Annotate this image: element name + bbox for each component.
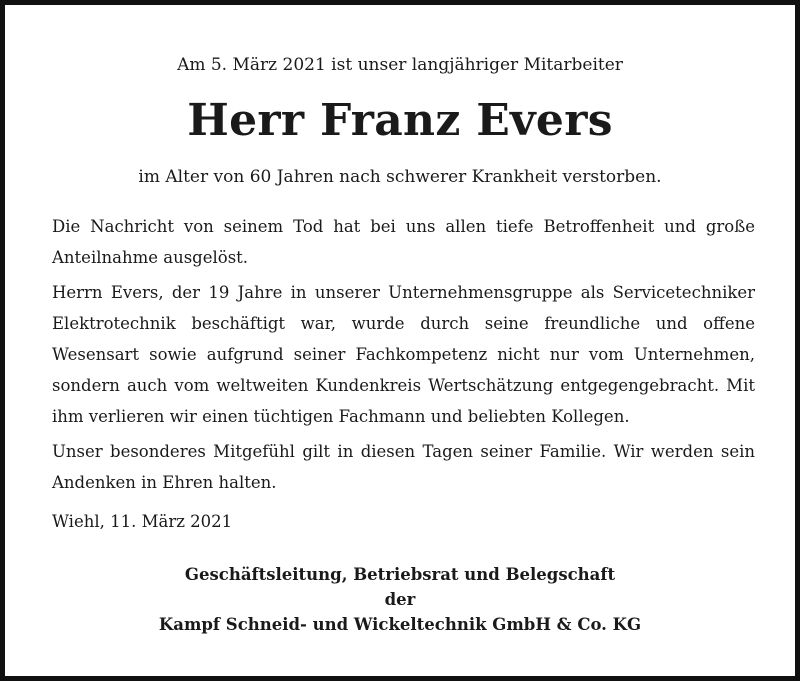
signature-line-company: Kampf Schneid- und Wickeltechnik GmbH & Co. KG [158, 615, 642, 634]
paragraph-tribute: Herrn Evers, der 19 Jahre in unserer Unternehmensgruppe als Servicetechniker Elektrotechnik beschäftigt war, wurde durch seine freundliche und offene Wesensart sowie aufgrund seiner Fachkompetenz nicht nur vom Unternehmen, sondern auch vom weltweiten Kundenkreis Wertschätzung entgegengebracht. Mit ihm verlieren wir einen tüchtigen Fachmann und beliebten Kollegen. [52, 283, 755, 426]
signature-block [5, 562, 795, 637]
paragraph-condolence: Die Nachricht von seinem Tod hat bei uns allen tiefe Betroffenheit und große Anteilnahme ausgelöst. [52, 217, 755, 267]
age-line: im Alter von 60 Jahren nach schwerer Krankheit verstorben. [138, 167, 662, 187]
intro-line: Am 5. März 2021 ist unser langjähriger Mitarbeiter [177, 55, 623, 75]
signature-line-management: Geschäftsleitung, Betriebsrat und Belegschaft [184, 565, 616, 584]
paragraph-sympathy: Unser besonderes Mitgefühl gilt in diesen Tagen seiner Familie. Wir werden sein Andenken in Ehren halten. [52, 442, 755, 492]
deceased-name: Herr Franz Evers [187, 95, 613, 146]
signature-line-der: der [384, 590, 416, 609]
place-date: Wiehl, 11. März 2021 [52, 512, 233, 531]
notice-body [52, 211, 755, 502]
